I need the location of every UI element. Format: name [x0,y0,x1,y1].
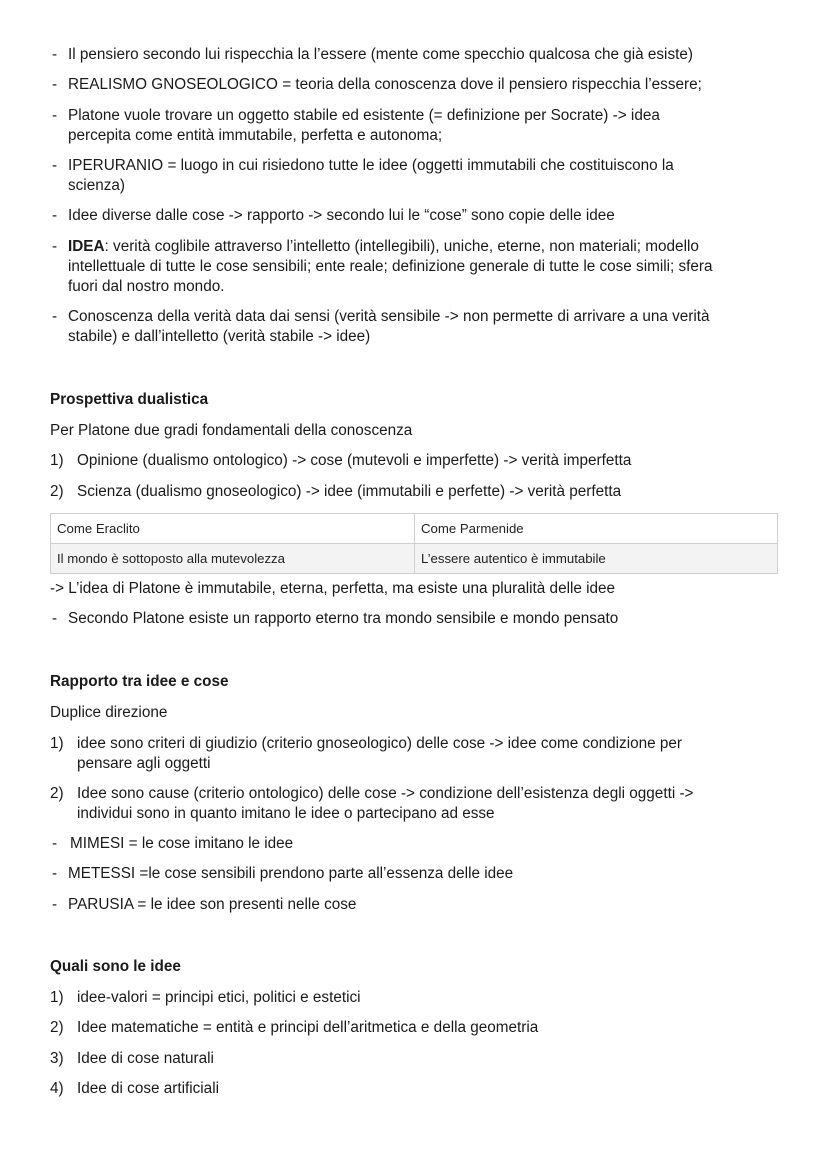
list-item-text: Idee di cose artificiali [77,1080,219,1097]
list-item-text: Idee sono cause (criterio ontologico) delle cose -> condizione dell’esistenza degli oggetti -> [77,785,694,802]
list-item-text [68,237,699,257]
bullet-marker: - [52,238,58,255]
idea-definition: : verità coglibile attraverso l’intelletto (intellegibili), uniche, eterne, non materiali; modello [104,238,699,255]
section-intro: Per Platone due gradi fondamentali della conoscenza [50,422,413,439]
bullet-marker: - [52,610,58,627]
list-item-text: Idee di cose naturali [77,1050,214,1067]
list-number: 1) [50,452,64,469]
bullet-marker: - [52,207,58,224]
list-item-text: scienza) [68,177,125,194]
bullet-marker: - [52,76,58,93]
list-item-text: individui sono in quanto imitano le idee o partecipano ad esse [77,805,495,822]
table-cell: L’essere autentico è immutabile [415,544,778,574]
conclusion-line: -> L’idea di Platone è immutabile, eterna, perfetta, ma esiste una pluralità delle idee [50,580,616,597]
list-item-text: Conoscenza della verità data dai sensi (verità sensibile -> non permette di arrivare a una verità [68,308,710,325]
list-item-text: idee-valori = principi etici, politici e estetici [77,989,361,1006]
section-heading-dualistica: Prospettiva dualistica [50,391,209,408]
table-cell: Il mondo è sottoposto alla mutevolezza [51,544,415,574]
list-number: 2) [50,483,64,500]
list-item-text: IPERURANIO = luogo in cui risiedono tutte le idee (oggetti immutabili che costituiscono la [68,157,674,174]
list-item-text: Opinione (dualismo ontologico) -> cose (mutevoli e imperfette) -> verità imperfetta [77,452,632,469]
section-heading-quali: Quali sono le idee [50,958,181,975]
list-item-text: pensare agli oggetti [77,755,211,772]
section-heading-rapporto: Rapporto tra idee e cose [50,673,229,690]
list-item-text: stabile) e dall’intelletto (verità stabile -> idee) [68,328,371,345]
list-item-text: percepita come entità immutabile, perfetta e autonoma; [68,127,443,144]
list-number: 4) [50,1080,64,1097]
list-item-text: Scienza (dualismo gnoseologico) -> idee (immutabili e perfette) -> verità perfetta [77,483,622,500]
table-cell: Come Eraclito [51,514,415,544]
table-row [51,544,778,574]
list-item-text: Idee matematiche = entità e principi dell’aritmetica e della geometria [77,1019,539,1036]
list-item-text: fuori dal nostro mondo. [68,278,225,295]
section-intro: Duplice direzione [50,704,168,721]
list-item-text: Idee diverse dalle cose -> rapporto -> secondo lui le “cose” sono copie delle idee [68,207,615,224]
list-item-text: MIMESI = le cose imitano le idee [70,835,294,852]
list-item-text: Secondo Platone esiste un rapporto eterno tra mondo sensibile e mondo pensato [68,610,619,627]
table-cell: Come Parmenide [415,514,778,544]
list-number: 1) [50,735,64,752]
bullet-marker: - [52,46,58,63]
list-number: 2) [50,785,64,802]
list-item-text: idee sono criteri di giudizio (criterio gnoseologico) delle cose -> idee come condizione per [77,735,682,752]
list-item-text: PARUSIA = le idee son presenti nelle cose [68,896,357,913]
list-item-text: intellettuale di tutte le cose sensibili; ente reale; definizione generale di tutte le cose simili; sfera [68,258,713,275]
list-item-text: Platone vuole trovare un oggetto stabile ed esistente (= definizione per Socrate) -> idea [68,107,660,124]
list-item-text: REALISMO GNOSEOLOGICO = teoria della conoscenza dove il pensiero rispecchia l’essere; [68,76,702,93]
list-number: 2) [50,1019,64,1036]
bullet-marker: - [52,308,58,325]
bullet-marker: - [52,157,58,174]
list-number: 1) [50,989,64,1006]
bullet-marker: - [52,865,58,882]
list-number: 3) [50,1050,64,1067]
bullet-marker: - [52,896,58,913]
list-item-text: METESSI =le cose sensibili prendono parte all’essenza delle idee [68,865,514,882]
idea-term: IDEA [68,238,105,255]
bullet-marker: - [52,835,58,852]
comparison-table [50,513,778,574]
bullet-marker: - [52,107,58,124]
table-row [51,514,778,544]
list-item-text: Il pensiero secondo lui rispecchia la l’essere (mente come specchio qualcosa che già esiste) [68,46,693,63]
